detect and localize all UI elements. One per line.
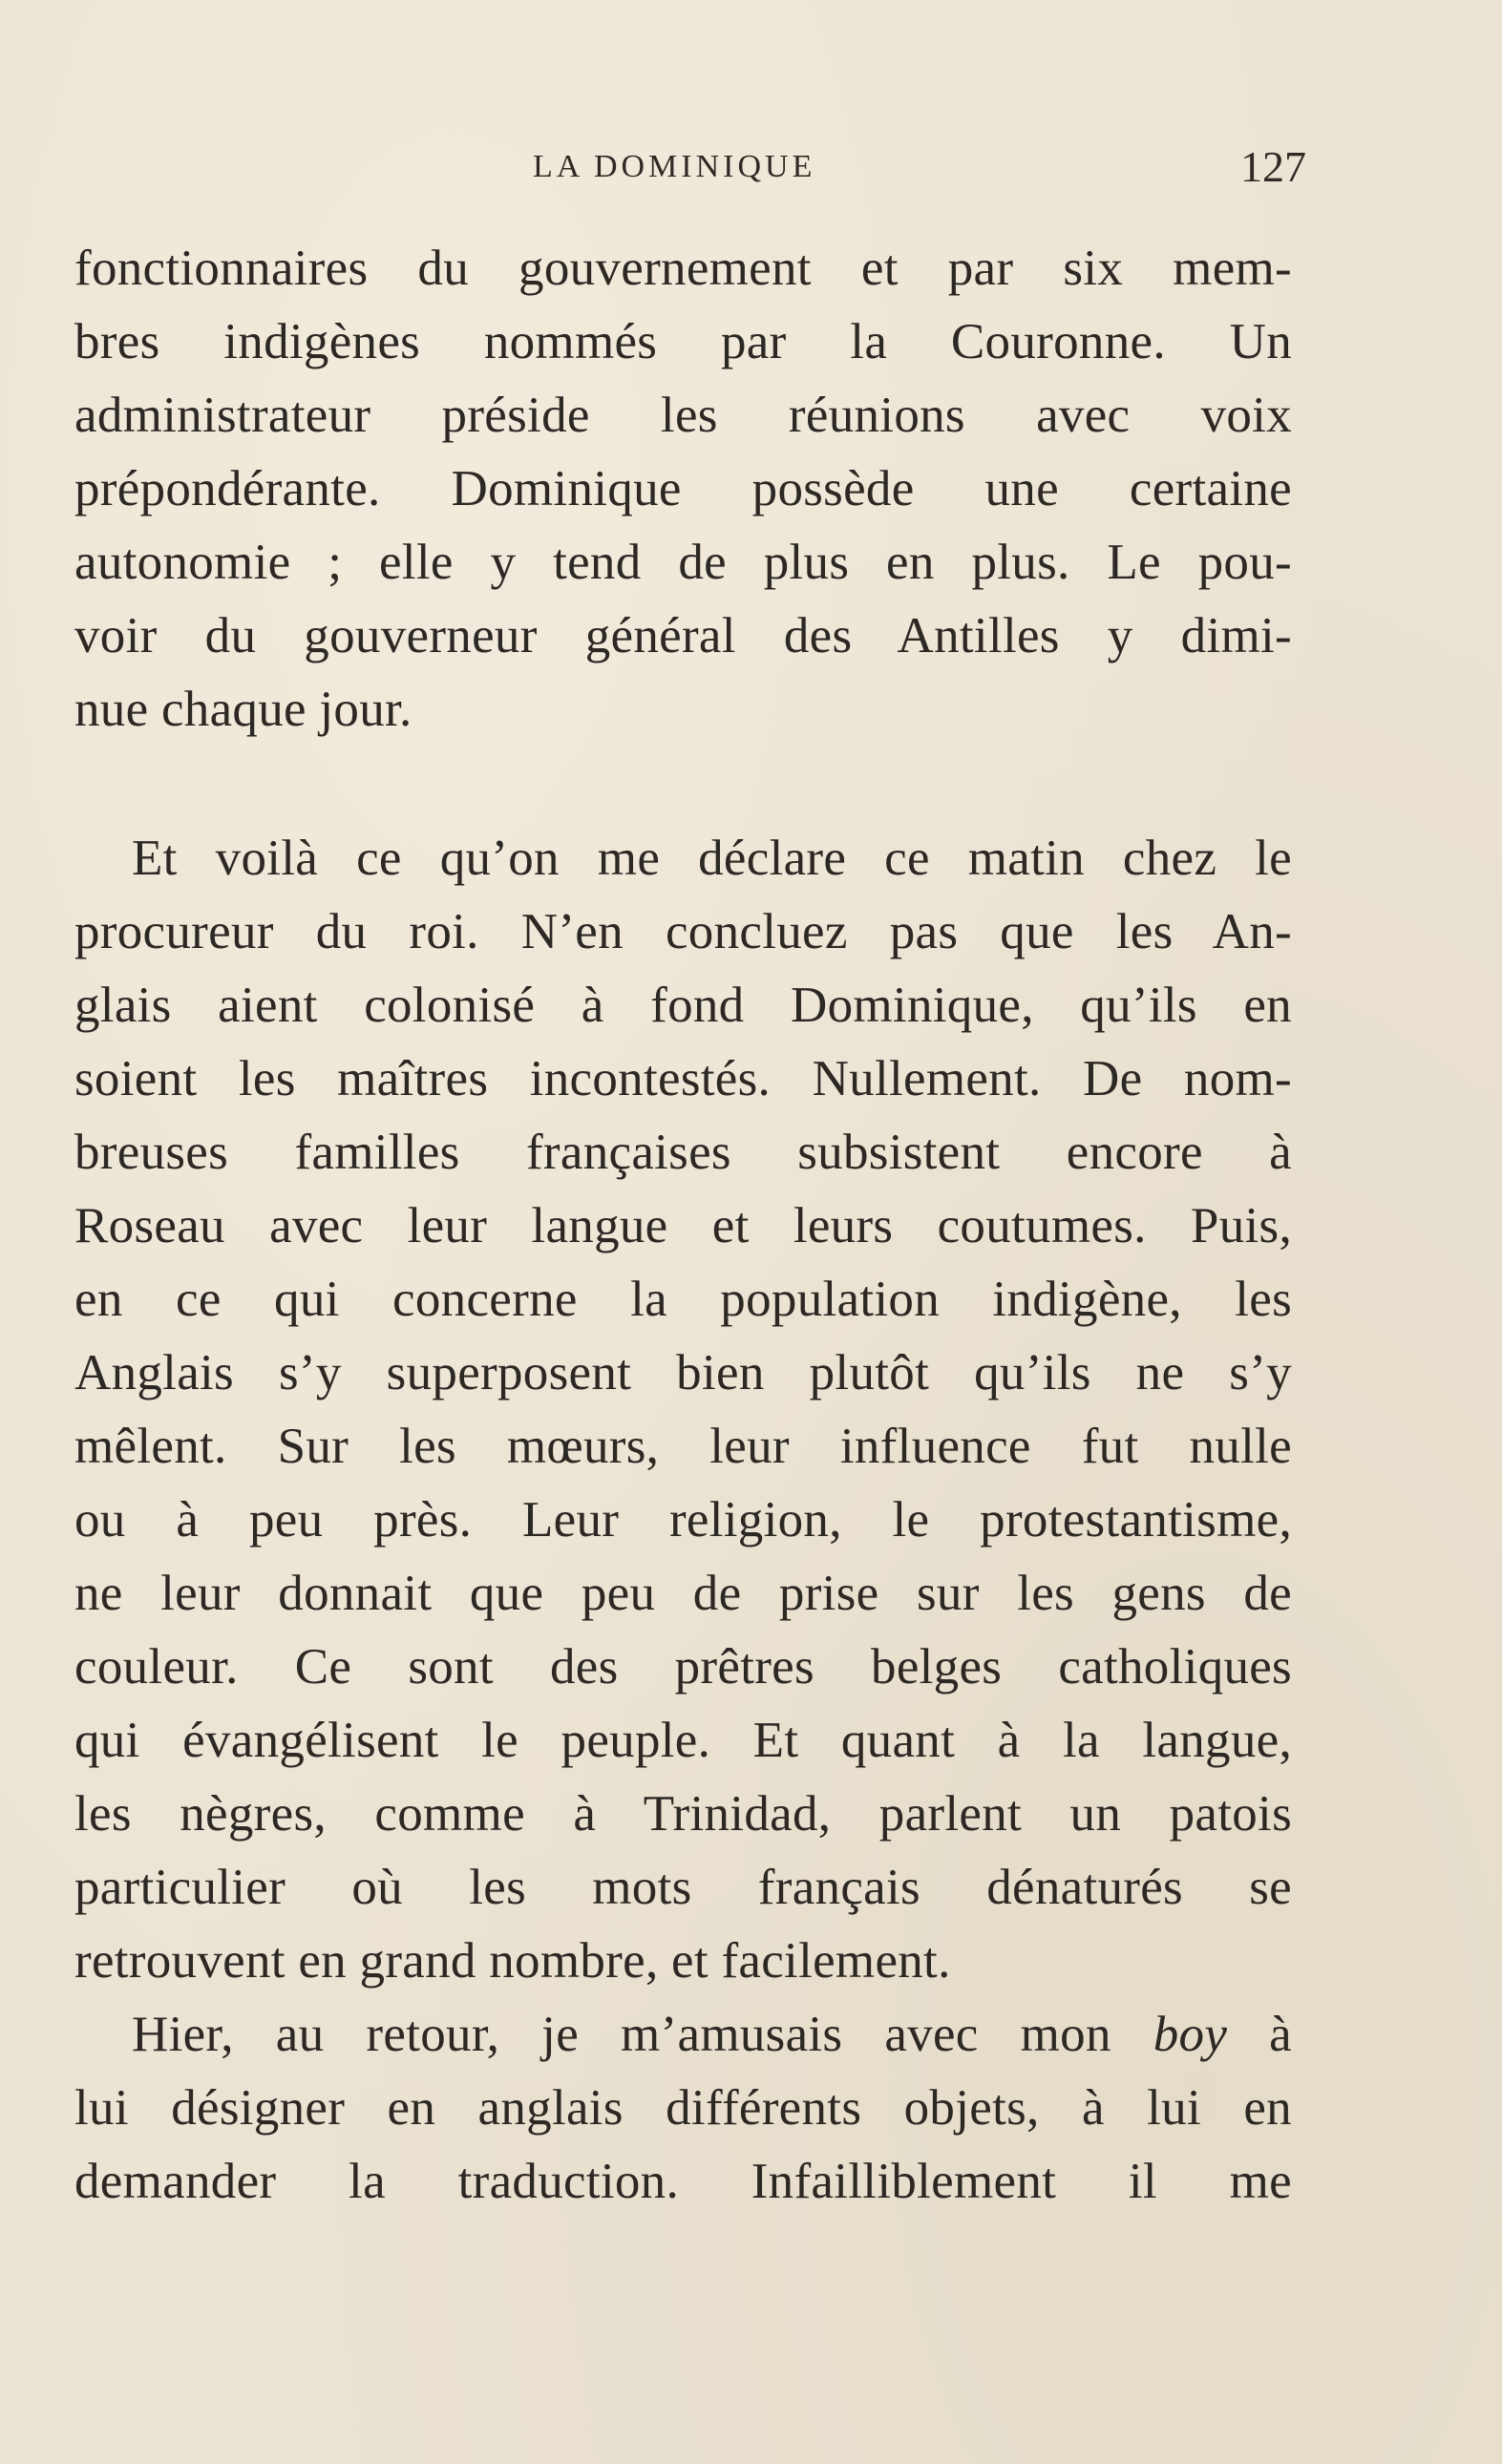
text-line: breuses familles françaises subsistent encore à [74, 1125, 1292, 1180]
paragraph-gap [74, 747, 1292, 822]
text-line: Et voilà ce qu’on me déclare ce matin chez le [132, 831, 1292, 886]
text-run: à [1227, 2007, 1293, 2062]
text-line: glais aient colonisé à fond Dominique, qu’ils en [74, 978, 1292, 1033]
text-line: couleur. Ce sont des prêtres belges catholiques [74, 1639, 1292, 1695]
text-line: qui évangélisent le peuple. Et quant à la langue, [74, 1713, 1292, 1768]
text-line: mêlent. Sur les mœurs, leur influence fut nulle [74, 1419, 1292, 1474]
text-line: particulier où les mots français dénaturés se [74, 1860, 1292, 1915]
text-line: ou à peu près. Leur religion, le protestantisme, [74, 1492, 1292, 1548]
text-line: nue chaque jour. [74, 682, 413, 737]
text-line: en ce qui concerne la population indigène, les [74, 1272, 1292, 1327]
page-number: 127 [1240, 142, 1306, 191]
text-line: ne leur donnait que peu de prise sur les gens de [74, 1566, 1292, 1621]
text-line [74, 1998, 1292, 2072]
text-line: administrateur préside les réunions avec voix [74, 388, 1292, 443]
page-header [74, 141, 1306, 199]
running-head: LA DOMINIQUE [533, 149, 816, 184]
text-line: prépondérante. Dominique possède une certaine [74, 461, 1292, 516]
text-line: bres indigènes nommés par la Couronne. Un [74, 314, 1292, 369]
text-line: les nègres, comme à Trinidad, parlent un patois [74, 1786, 1292, 1842]
text-line: Roseau avec leur langue et leurs coutumes. Puis, [74, 1198, 1292, 1253]
text-line: Anglais s’y superposent bien plutôt qu’ils ne s’y [74, 1345, 1292, 1400]
text-run: Hier, au retour, je m’amusais avec mon [132, 2007, 1153, 2062]
paragraph-1 [74, 232, 1292, 747]
paragraph-3 [74, 1998, 1292, 2219]
text-line: demander la traduction. Infailliblement il me [74, 2154, 1292, 2209]
text-line: autonomie ; elle y tend de plus en plus. Le pou- [74, 535, 1292, 590]
paragraph-2 [74, 822, 1292, 1998]
text-line: retrouvent en grand nombre, et facilement. [74, 1933, 951, 1989]
body-text [74, 232, 1292, 2219]
italic-word: boy [1153, 2007, 1228, 2062]
text-line: fonctionnaires du gouvernement et par six mem- [74, 241, 1292, 296]
text-line: voir du gouverneur général des Antilles y dimi- [74, 608, 1292, 663]
text-line: soient les maîtres incontestés. Nullement. De nom- [74, 1051, 1292, 1106]
text-line: procureur du roi. N’en concluez pas que les An- [74, 904, 1292, 959]
text-line: lui désigner en anglais différents objets, à lui en [74, 2080, 1292, 2136]
